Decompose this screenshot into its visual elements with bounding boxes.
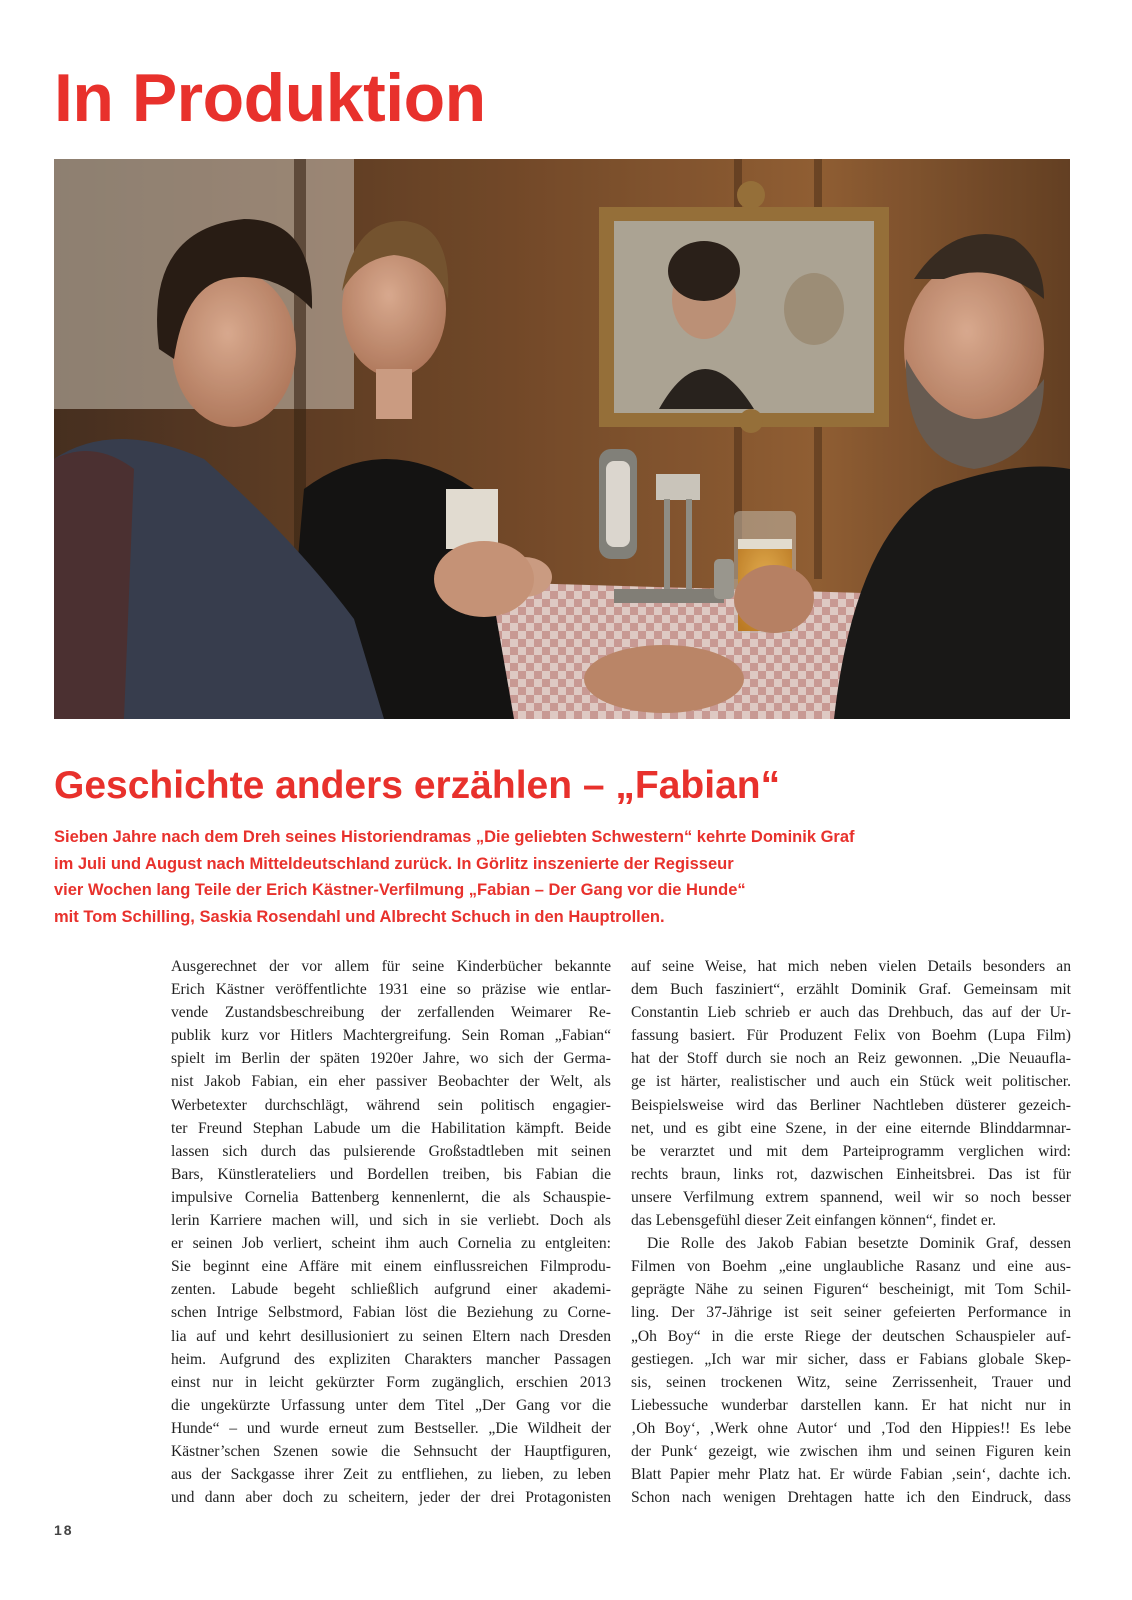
body-line: „Oh Boy“ in die erste Riege der deutschen Schauspieler auf-: [631, 1327, 1071, 1345]
body-line: Blatt Papier mehr Platz hat. Er würde Fabian ‚sein‘, dachte ich.: [631, 1466, 1071, 1484]
page-number: 18: [54, 1522, 74, 1538]
body-line: rechts braun, links rot, dazwischen Einheitsbrei. Das ist für: [631, 1165, 1071, 1183]
body-line: nist Jakob Fabian, ein eher passiver Beobachter der Welt, als: [171, 1073, 611, 1091]
body-line: Kästner’schen Szenen sowie die Sehnsucht der Hauptfiguren,: [171, 1442, 611, 1460]
body-line: Beispielsweise wird das Berliner Nachtleben düsterer gezeich-: [631, 1096, 1071, 1114]
body-line: Bars, Künstlerateliers und Bordellen treiben, bis Fabian die: [171, 1165, 611, 1183]
body-line: Werbetexter durchschlägt, während sein politisch engagier-: [171, 1096, 611, 1114]
body-line: auf seine Weise, hat mich neben vielen Details besonders an: [631, 958, 1071, 975]
lead-line: vier Wochen lang Teile der Erich Kästner-Verfilmung „Fabian – Der Gang vor die Hunde“: [54, 881, 746, 900]
body-column-right: [631, 955, 1071, 1509]
body-line: dem Buch fasziniert“, erzählt Dominik Graf. Gemeinsam mit: [631, 981, 1071, 999]
body-line: Schon nach wenigen Drehtagen hatte ich den Eindruck, dass: [631, 1489, 1071, 1507]
body-line: er seinen Job verliert, scheint ihm auch Cornelia zu entgleiten:: [171, 1235, 611, 1253]
lead-line: im Juli und August nach Mitteldeutschland zurück. In Görlitz inszenierte der Regisseur: [54, 854, 734, 873]
body-line: sis, seinen trockenen Witz, seine Zerrissenheit, Trauer und: [631, 1373, 1071, 1391]
body-line: ‚Oh Boy‘, ‚Werk ohne Autor‘ und ‚Tod den Hippies!! Es lebe: [631, 1419, 1071, 1437]
body-line: der Punk‘ gezeigt, wie zwischen ihm und seinen Figuren kein: [631, 1442, 1071, 1460]
body-line: ter Freund Stephan Labude um die Habilitation kämpft. Beide: [171, 1119, 611, 1137]
body-line: unsere Verfilmung extrem spannend, weil wir so noch besser: [631, 1188, 1071, 1206]
body-line: gestiegen. „Ich war mir sicher, dass er Fabians globale Skep-: [631, 1350, 1071, 1368]
body-line: Filmen von Boehm „eine unglaubliche Rasanz und eine aus-: [631, 1258, 1071, 1276]
body-line: das Lebensgefühl dieser Zeit einfangen können“, findet er.: [631, 1212, 997, 1230]
body-line: geprägte Nähe zu seinen Figuren“ bescheinigt, mit Tom Schil-: [631, 1281, 1071, 1299]
body-line: fassung basiert. Für Produzent Felix von Boehm (Lupa Film): [631, 1027, 1071, 1045]
body-line: Die Rolle des Jakob Fabian besetzte Dominik Graf, dessen: [647, 1235, 1071, 1253]
body-line: publik kurz vor Hitlers Machtergreifung. Sein Roman „Fabian“: [171, 1027, 611, 1045]
body-line: schen Intrige Selbstmord, Fabian löst die Beziehung zu Corne-: [171, 1304, 611, 1322]
body-line: spielt im Berlin der späten 1920er Jahre, wo sich der Germa-: [171, 1050, 611, 1068]
film-still-illustration: [54, 159, 1070, 719]
body-column-left: [171, 955, 611, 1509]
body-line: Liebessuche wunderbar darstellen kann. Er hat nicht nur in: [631, 1396, 1071, 1414]
body-line: heim. Aufgrund des expliziten Charakters mancher Passagen: [171, 1350, 611, 1368]
body-line: Hunde“ – und wurde erneut zum Bestseller. „Die Wildheit der: [171, 1419, 611, 1437]
body-line: lerin Karriere machen will, und sich in sie verliebt. Doch als: [171, 1212, 611, 1230]
body-line: be verarztet und mit dem Parteiprogramm verglichen wird:: [631, 1142, 1071, 1160]
lead-line: mit Tom Schilling, Saskia Rosendahl und Albrecht Schuch in den Hauptrollen.: [54, 907, 665, 926]
lead-line: Sieben Jahre nach dem Dreh seines Historiendramas „Die geliebten Schwestern“ kehrte Dominik Graf: [54, 828, 855, 846]
body-line: lia auf und kehrt desillusioniert zu seinen Eltern nach Dresden: [171, 1327, 611, 1345]
body-line: vende Zustandsbeschreibung der zerfallenden Weimarer Re-: [171, 1004, 611, 1022]
body-line: Constantin Lieb schrieb er auch das Drehbuch, das auf der Ur-: [631, 1004, 1071, 1022]
body-line: hat der Stoff durch sie noch an Reiz gewonnen. „Die Neuaufla-: [631, 1050, 1071, 1068]
body-line: einst nur in leicht gekürzter Form zugänglich, erschien 2013: [171, 1373, 611, 1391]
body-line: und dann aber doch zu scheitern, jeder der drei Protagonisten: [171, 1489, 611, 1507]
body-line: ling. Der 37-Jährige ist seit seiner gefeierten Performance in: [631, 1304, 1071, 1322]
article-headline: Geschichte anders erzählen – „Fabian“: [54, 764, 781, 807]
body-line: Ausgerechnet der vor allem für seine Kinderbücher bekannte: [171, 958, 611, 975]
body-line: Sie beginnt eine Affäre mit einem einflussreichen Filmprodu-: [171, 1258, 611, 1276]
article-photo: [54, 159, 1070, 719]
body-line: die ungekürzte Urfassung unter dem Titel „Der Gang vor die: [171, 1396, 611, 1414]
body-line: zenten. Labude begeht schließlich aufgrund einer akademi-: [171, 1281, 611, 1299]
body-line: net, und es gibt eine Szene, in der eine eiternde Blinddarmnar-: [631, 1119, 1071, 1137]
body-line: lassen sich durch das pulsierende Großstadtleben mit seinen: [171, 1142, 611, 1160]
body-line: impulsive Cornelia Battenberg kennenlernt, die als Schauspie-: [171, 1188, 611, 1206]
body-line: aus der Sackgasse ihrer Zeit zu entfliehen, zu lieben, zu leben: [171, 1466, 611, 1484]
body-line: ge ist härter, realistischer und auch ein Stück weit politischer.: [631, 1073, 1071, 1091]
section-title: In Produktion: [54, 60, 486, 136]
article-lead: [54, 824, 914, 930]
body-line: Erich Kästner veröffentlichte 1931 eine so präzise wie entlar-: [171, 981, 611, 999]
